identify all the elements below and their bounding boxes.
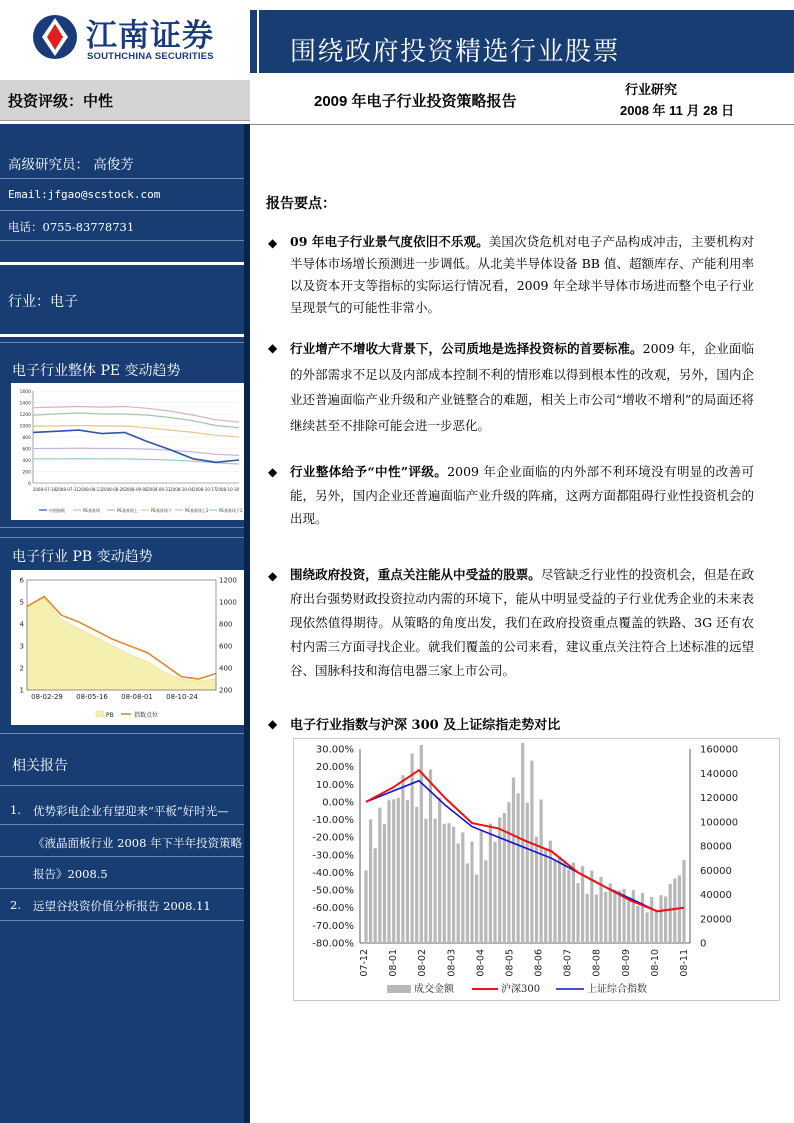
cmp-volume-bar	[618, 890, 621, 943]
pb-left-tick: 4	[19, 620, 24, 629]
cmp-sh-line	[366, 781, 684, 912]
cmp-x-tick: 08-01	[388, 949, 400, 977]
pb-left-tick: 2	[19, 664, 24, 673]
pb-x-tick: 08-02-29	[31, 693, 63, 701]
cmp-left-tick: -50.00%	[312, 885, 354, 897]
cmp-volume-bar	[664, 896, 667, 943]
cmp-x-tick: 08-03	[446, 949, 458, 977]
sidebar-divider	[0, 537, 244, 538]
cmp-volume-bar	[447, 823, 450, 943]
report-title: 围绕政府投资精选行业股票	[290, 37, 621, 67]
cmp-volume-bar	[489, 824, 492, 943]
cmp-volume-bar	[586, 894, 589, 943]
sidebar-divider	[0, 733, 244, 734]
report-category: 行业研究	[625, 82, 678, 97]
cmp-volume-bar	[374, 848, 377, 943]
related-item-line[interactable]: 远望谷投资价值分析报告 2008.11	[33, 899, 211, 913]
pe-legend-label: PE基准线	[83, 508, 100, 513]
cmp-volume-bar	[415, 807, 418, 943]
pb-x-tick: 08-05-16	[76, 693, 108, 701]
cmp-volume-bar	[401, 775, 404, 943]
cmp-volume-bar	[646, 912, 649, 943]
key-point-text: 美国次贷危机对电子产品构成冲击，主要机构对半导体市场增长预测进一步调低。从北美半导体设备 BB 值、超额库存、产能利用率以及资本开支等指标的实际运行情况看，2009 年全球半导体市场进而整个电子行业呈现景气的可能性非常小。	[290, 234, 754, 315]
sidebar-divider	[0, 856, 244, 857]
cmp-right-tick: 80000	[700, 841, 732, 853]
cmp-volume-bar	[650, 897, 653, 943]
key-points-heading: 报告要点：	[266, 196, 336, 212]
cmp-volume-bar	[572, 863, 575, 943]
cmp-volume-bar	[470, 842, 473, 943]
pb-right-tick: 800	[219, 620, 233, 629]
pe-y-tick: 1600	[19, 390, 31, 395]
pb-legend-label: 指数点位	[134, 712, 159, 719]
cmp-volume-bar	[540, 800, 543, 944]
cmp-volume-bar	[544, 849, 547, 943]
sidebar-divider	[0, 785, 244, 786]
cmp-volume-bar	[461, 832, 464, 943]
pe-series-line	[33, 448, 239, 455]
cmp-right-tick: 100000	[700, 817, 739, 829]
cmp-x-tick: 08-04	[475, 949, 487, 977]
sidebar-separator	[0, 334, 250, 337]
pb-chart	[11, 570, 244, 725]
cmp-volume-bar	[659, 895, 662, 943]
pb-area	[27, 598, 216, 690]
pe-legend-label: PE基准线上	[117, 508, 138, 513]
cmp-hs300-line	[366, 770, 684, 911]
cmp-right-tick: 120000	[700, 793, 739, 804]
cmp-volume-bar	[599, 877, 602, 943]
analyst-phone: 电话：0755-83778731	[8, 220, 135, 234]
pe-y-tick: 1400	[19, 401, 31, 407]
key-point-4	[290, 563, 754, 683]
pe-x-tick: 2008-09-21	[147, 487, 171, 492]
cmp-volume-bar	[406, 800, 409, 943]
cmp-volume-bar	[512, 778, 515, 944]
cmp-x-tick: 08-08	[591, 949, 603, 977]
cmp-volume-bar	[387, 800, 390, 943]
header-divider	[250, 124, 794, 125]
cmp-volume-bar	[576, 883, 579, 943]
cmp-left-tick: -30.00%	[312, 850, 354, 862]
bullet-diamond-icon: ◆	[268, 465, 278, 479]
sidebar-divider	[0, 888, 244, 889]
cmp-volume-bar	[609, 883, 612, 943]
cmp-x-tick: 08-09	[620, 949, 632, 977]
pb-left-tick: 1	[19, 686, 24, 695]
cmp-volume-bar	[480, 831, 483, 943]
key-point-lead: 行业增产不增收大背景下，公司质地是选择投资标的首要标准。	[290, 341, 643, 356]
company-logo-name: 江南证券	[86, 18, 214, 53]
pe-y-tick: 1000	[19, 424, 31, 430]
cmp-volume-bar	[484, 860, 487, 943]
pb-legend-swatch	[96, 711, 104, 717]
sidebar-divider	[0, 240, 244, 241]
cmp-volume-bar	[632, 890, 635, 943]
cmp-right-tick: 160000	[700, 744, 739, 756]
sidebar-separator	[0, 262, 250, 265]
pb-left-tick: 3	[19, 642, 24, 651]
pb-legend-label: PB	[106, 712, 114, 719]
sidebar-divider	[0, 210, 244, 211]
pb-right-tick: 1200	[219, 576, 237, 585]
cmp-x-tick: 08-02	[417, 949, 429, 977]
pb-right-tick: 600	[219, 642, 233, 651]
cmp-volume-bar	[411, 754, 414, 944]
bullet-diamond-icon: ◆	[268, 717, 278, 731]
key-point-text: 尽管缺乏行业性的投资机会，但是在政府出台强势财政投资拉动内需的环境下，能从中明显受益的子行业优秀企业的未来表现依然值得期待。从策略的角度出发，我们在政府投资重点覆盖的铁路、3G 还有农村内需三方面寻找企业。就我们覆盖的公司来看，建议重点关注符合上述标准的远望谷、国脉科技和海信电器三家上市公司。	[290, 567, 754, 678]
pe-legend-label: 中值指数	[49, 508, 65, 513]
report-date: 2008 年 11 月 28 日	[620, 103, 735, 118]
cmp-volume-bar	[498, 818, 501, 944]
investment-rating: 投资评级：中性	[8, 93, 114, 110]
cmp-volume-bar	[493, 842, 496, 943]
key-point-1	[290, 231, 754, 319]
pb-left-tick: 6	[19, 576, 24, 585]
cmp-right-tick: 60000	[700, 865, 732, 877]
pe-y-tick: 1200	[19, 413, 31, 418]
pe-x-tick: 2008-07-31	[55, 487, 79, 492]
pe-y-tick: 200	[22, 470, 31, 476]
cmp-volume-bar	[383, 824, 386, 943]
pe-chart-box	[11, 383, 244, 520]
sidebar-divider	[0, 920, 244, 921]
pb-chart-title: 电子行业 PB 变动趋势	[12, 549, 153, 565]
cmp-volume-bar	[627, 898, 630, 943]
related-item-number: 1.	[10, 803, 21, 817]
cmp-left-tick: 10.00%	[315, 779, 354, 791]
pe-x-tick: 2008-10-30	[215, 487, 240, 492]
cmp-left-tick: -10.00%	[312, 815, 354, 827]
cmp-x-tick: 08-06	[533, 949, 545, 977]
cmp-volume-bar	[669, 884, 672, 943]
key-point-lead: 行业整体给予“中性”评级。	[290, 464, 448, 479]
comparison-chart-title: 电子行业指数与沪深 300 及上证综指走势对比	[290, 718, 561, 733]
analyst-email[interactable]: Email:jfgao@scstock.com	[8, 188, 161, 201]
cmp-volume-bar	[567, 870, 570, 943]
cmp-volume-bar	[673, 879, 676, 944]
pb-right-tick: 400	[219, 664, 233, 673]
sidebar-divider	[0, 342, 244, 343]
cmp-x-tick: 08-07	[562, 949, 574, 977]
sidebar-divider	[0, 824, 244, 825]
cmp-right-tick: 140000	[700, 768, 739, 780]
company-logo-english: SOUTHCHINA SECURITIES	[87, 51, 214, 62]
pe-y-tick: 400	[22, 459, 31, 464]
cmp-volume-bar	[392, 799, 395, 943]
cmp-legend-label: 成交金额	[414, 984, 454, 995]
company-logo-icon	[30, 12, 80, 62]
related-item-line[interactable]: 《液晶面板行业 2008 年下半年投资策略	[33, 836, 243, 850]
comparison-chart	[294, 739, 779, 1000]
cmp-right-tick: 40000	[700, 890, 732, 901]
related-item-line[interactable]: 优势彩电企业有望迎来“平板”好时光—	[33, 804, 229, 818]
cmp-right-tick: 0	[700, 938, 707, 950]
analyst-name: 高级研究员： 高俊芳	[8, 157, 134, 173]
cmp-volume-bar	[369, 819, 372, 943]
bullet-diamond-icon: ◆	[268, 236, 278, 250]
pb-right-tick: 1000	[219, 598, 237, 607]
cmp-legend-label: 沪深300	[501, 984, 541, 995]
cmp-x-tick: 08-10	[649, 949, 661, 977]
cmp-volume-bar	[641, 893, 644, 943]
cmp-left-tick: -80.00%	[312, 938, 354, 950]
cmp-volume-bar	[553, 861, 556, 943]
cmp-volume-bar	[517, 793, 520, 943]
comparison-chart-box	[293, 738, 780, 1001]
cmp-volume-bar	[581, 866, 584, 943]
cmp-volume-bar	[443, 824, 446, 943]
sidebar-divider	[0, 178, 244, 179]
cmp-x-tick: 08-11	[679, 949, 690, 977]
cmp-legend-label: 上证综合指数	[587, 984, 647, 995]
pe-legend-label: PE基准线下	[151, 508, 172, 513]
key-point-lead: 围绕政府投资，重点关注能从中受益的股票。	[290, 567, 541, 582]
cmp-volume-bar	[397, 798, 400, 943]
bullet-diamond-icon: ◆	[268, 569, 278, 583]
pb-x-tick: 08-08-01	[121, 693, 153, 701]
pb-right-tick: 200	[219, 686, 233, 695]
cmp-volume-bar	[438, 797, 441, 943]
cmp-volume-bar	[475, 875, 478, 944]
cmp-left-tick: -60.00%	[312, 903, 354, 915]
related-item-number: 2.	[10, 898, 21, 912]
key-point-text: 2009 年企业面临的内外部不利环境没有明显的改善可能，另外，国内企业还普遍面临产业升级的阵痛，这两方面都阻碍行业性投资机会的出现。	[290, 464, 754, 526]
cmp-volume-bar	[604, 892, 607, 943]
cmp-volume-bar	[655, 911, 658, 943]
cmp-volume-bar	[521, 743, 524, 943]
key-point-text: 2009 年，企业面临的外部需求不足以及内部成本控制不利的情形难以得到根本性的改观，另外，国内企业还普遍面临产业升级和产业链整合的难题，相关上市公司“增收不增利”的局面还将继续甚至不排除可能会进一步恶化。	[290, 341, 754, 433]
sidebar-divider	[0, 527, 244, 528]
pe-x-tick: 2008-08-13	[78, 487, 102, 492]
cmp-volume-bar	[466, 863, 469, 943]
key-point-3	[290, 460, 754, 531]
cmp-volume-bar	[429, 770, 432, 943]
pe-y-tick: 800	[22, 436, 31, 441]
cmp-volume-bar	[682, 860, 685, 943]
pe-legend-label: PE基准线上2	[185, 508, 209, 513]
cmp-left-tick: 30.00%	[315, 744, 354, 756]
pb-x-tick: 08-10-24	[166, 693, 198, 701]
cmp-volume-bar	[507, 802, 510, 943]
pe-x-tick: 2008-09-08	[124, 487, 148, 492]
industry-label: 行业：电子	[8, 294, 78, 310]
cmp-volume-bar	[636, 906, 639, 943]
cmp-x-tick: 07-12	[359, 949, 370, 977]
pe-legend-label: PE基准线下2	[219, 508, 243, 513]
cmp-volume-bar	[558, 857, 561, 944]
cmp-left-tick: -20.00%	[312, 832, 354, 844]
cmp-volume-bar	[526, 803, 529, 943]
cmp-volume-bar	[424, 819, 427, 943]
cmp-right-tick: 20000	[700, 914, 732, 926]
pe-y-tick: 0	[28, 482, 31, 487]
cmp-left-tick: 20.00%	[315, 762, 354, 774]
bullet-diamond-icon: ◆	[268, 341, 278, 355]
related-item-line[interactable]: 报告》2008.5	[33, 867, 108, 881]
pe-x-tick: 2008-08-26	[101, 487, 125, 492]
related-reports-title: 相关报告	[12, 758, 68, 774]
cmp-volume-bar	[364, 870, 367, 943]
report-subtitle: 2009 年电子行业投资策略报告	[314, 93, 517, 110]
pb-chart-box	[11, 570, 244, 725]
pe-x-tick: 2008-07-18	[32, 487, 57, 492]
cmp-volume-bar	[595, 895, 598, 943]
cmp-volume-bar	[563, 860, 566, 943]
key-point-2	[290, 336, 754, 438]
pe-chart-title: 电子行业整体 PE 变动趋势	[12, 363, 181, 379]
key-point-lead: 09 年电子行业景气度依旧不乐观。	[290, 234, 489, 249]
sidebar-edge	[244, 124, 250, 1123]
pe-chart	[11, 383, 244, 520]
pb-left-tick: 5	[19, 598, 24, 607]
cmp-left-tick: -70.00%	[312, 920, 354, 932]
pe-series-line	[33, 430, 239, 462]
cmp-left-tick: -40.00%	[312, 867, 354, 879]
cmp-x-tick: 08-05	[504, 949, 516, 977]
pe-y-tick: 600	[22, 447, 31, 453]
cmp-volume-bar	[378, 808, 381, 943]
cmp-legend-swatch	[387, 985, 411, 993]
cmp-volume-bar	[549, 841, 552, 944]
cmp-volume-bar	[457, 844, 460, 944]
cmp-left-tick: 0.00%	[322, 797, 354, 809]
cmp-volume-bar	[452, 827, 455, 943]
pe-x-tick: 2008-10-17	[193, 487, 217, 492]
cmp-volume-bar	[434, 819, 437, 944]
pe-x-tick: 2008-10-04	[170, 487, 194, 492]
cmp-volume-bar	[613, 890, 616, 943]
